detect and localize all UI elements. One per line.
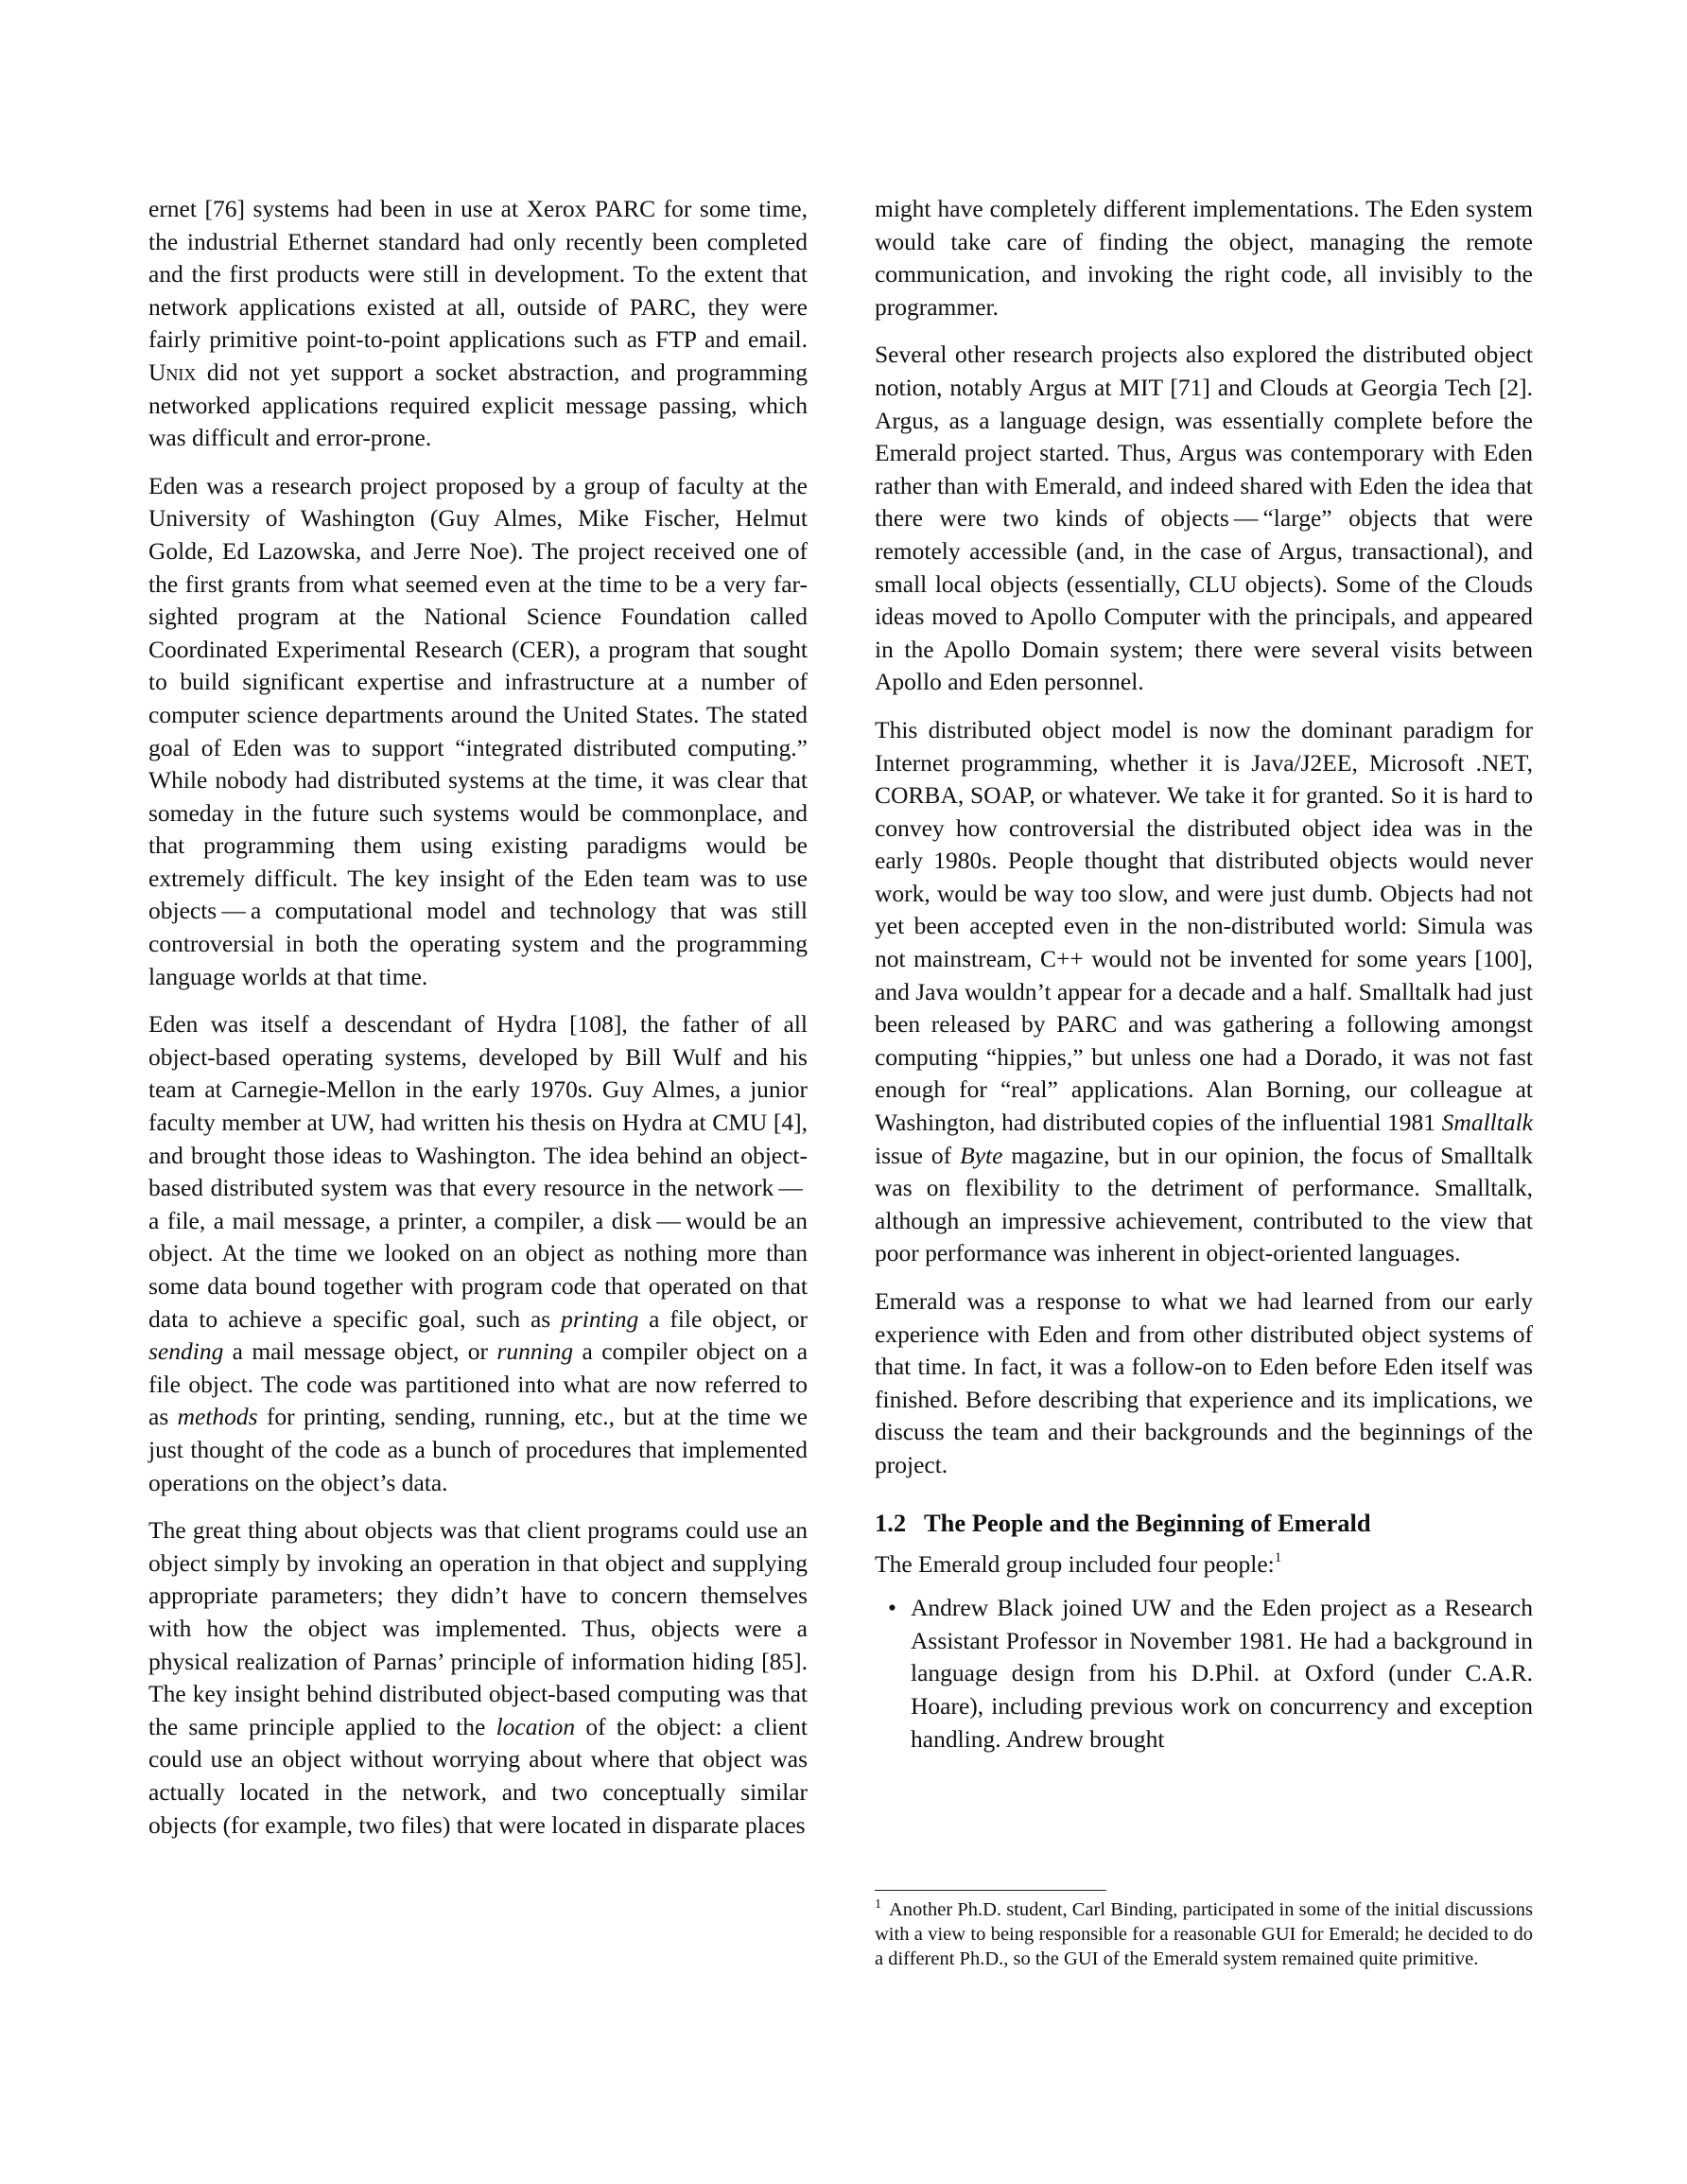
footnote-divider (875, 1890, 1106, 1891)
section-title: The People and the Beginning of Emerald (924, 1508, 1371, 1537)
paragraph-implementations: might have completely different implementations. The Eden system would take care of finding the object, managing the remote communication, and invoking the right code, all invisibly to the programmer. (875, 195, 1533, 321)
emphasis-printing: printing (561, 1304, 639, 1333)
emphasis-sending: sending (148, 1337, 224, 1366)
text-run: of the object: a client could use an object without worrying about where that object was actually located in the network, and two conceptually similar objects (for example, two files) that were located in disparate places (148, 1712, 808, 1839)
section-number: 1.2 (875, 1508, 907, 1537)
paragraph-other-projects: Several other research projects also explored the distributed object notion, notably Argus at MIT [71] and Clouds at Georgia Tech [2]. Argus, as a language design, was essentially complete before the Emerald project started. Thus, Argus was contemporary with Eden rather than with Emerald, and indeed shared with Eden the idea that there were two kinds of objects — “large” objects that were remotely accessible (and, in the case of Argus, transactional), and small local objects (essentially, CLU objects). Some of the Clouds ideas moved to Apollo Computer with the principals, and appeared in the Apollo Domain system; there were several visits between Apollo and Eden personnel. (875, 341, 1533, 696)
footnote-reference[interactable]: 1 (1274, 1549, 1282, 1565)
text-run: magazine, but in our opinion, the focus of Smalltalk was on flexibility to the detriment of performance. Smalltalk, although an impressive achievement, contributed to the view that poor performance was inherent in object-oriented languages. (875, 1141, 1533, 1267)
text-run: The great thing about objects was that client programs could use an object simply by invoking an operation in that object and supplying appropriate parameters; they didn’t have to concern themselves with how the object was implemented. Thus, objects were a physical realization of Parnas’ principle of information hiding [85]. The key insight behind distributed object-based computing was that the same principle applied to the (148, 1516, 808, 1740)
footnote-text: Another Ph.D. student, Carl Binding, participated in some of the initial discussions with a view to being responsible for a reasonable GUI for Emerald; he decided to do a different Ph.D., so the GUI of the Emerald system remained quite primitive. (875, 1899, 1533, 1969)
emphasis-running: running (496, 1337, 574, 1366)
text-run: a file object, or (638, 1304, 808, 1333)
list-item-text: Andrew Black joined UW and the Eden project as a Research Assistant Professor in November 1981. He had a background in language design from his D.Phil. at Oxford (under C.A.R. Hoare), including previous work on concurrency and exception handling. Andrew brought (911, 1594, 1533, 1753)
text-run: a mail message object, or (223, 1337, 497, 1366)
text-run: The Emerald group included four people: (875, 1549, 1275, 1578)
text-run: did not yet support a socket abstraction, and programming networked applications required explicit message passing, which was difficult and error-prone. (148, 358, 808, 452)
emphasis-smalltalk: Smalltalk (1441, 1109, 1533, 1137)
emphasis-byte: Byte (960, 1141, 1003, 1169)
people-list (875, 1592, 1533, 1756)
paragraph-emerald-response: Emerald was a response to what we had learned from our early experience with Eden and from other distributed object systems of that time. In fact, it was a follow-on to Eden before Eden itself was finished. Before describing that experience and its implications, we discuss the team and their backgrounds and the beginnings of the project. (875, 1287, 1533, 1478)
footnote (875, 1897, 1533, 1971)
paragraph-eden-project: Eden was a research project proposed by a group of faculty at the University of Washington (Guy Almes, Mike Fischer, Helmut Golde, Ed Lazowska, and Jerre Noe). The project received one of the first grants from what seemed even at the time to be a very far-sighted program at the National Science Foundation called Coordinated Experimental Research (CER), a program that sought to build significant expertise and infrastructure at a number of computer science departments around the United States. The stated goal of Eden was to support “integrated distributed computing.” While nobody had distributed systems at the time, it was clear that someday in the future such systems would be commonplace, and that programming them using existing paradigms would be extremely difficult. The key insight of the Eden team was to use objects — a computational model and technology that was still controversial in both the operating system and the programming language worlds at that time. (148, 471, 808, 990)
text-run: This distributed object model is now the dominant paradigm for Internet programming, whether it is Java/J2EE, Microsoft .NET, CORBA, SOAP, or whatever. We take it for granted. So it is hard to convey how controversial the distributed object idea was in the early 1980s. People thought that distributed objects would never work, would be way too slow, and were just dumb. Objects had not yet been accepted even in the non-distributed world: Simula was not mainstream, C++ would not be invented for some years [100], and Java wouldn’t appear for a decade and a half. Smalltalk had just been released by PARC and was gathering a following amongst computing “hippies,” but unless one had a Dorado, it was not fast enough for “real” applications. Alan Borning, our colleague at Washington, had distributed copies of the influential 1981 (875, 715, 1533, 1137)
text-run: for printing, sending, running, etc., but at the time we just thought of the code as a bunch of procedures that implemented operations on the object’s data. (148, 1403, 808, 1496)
unix-smallcaps: Unix (148, 358, 197, 386)
left-column (148, 193, 808, 1842)
emphasis-location: location (496, 1712, 576, 1740)
emphasis-methods: methods (177, 1403, 258, 1431)
list-item (875, 1592, 1533, 1756)
section-heading (875, 1507, 1533, 1539)
paragraph-dominant-paradigm (875, 714, 1533, 1270)
footnote-marker: 1 (875, 1897, 881, 1912)
paragraph-hydra-descendant (148, 1008, 808, 1499)
text-run: a compiler object on a file object. The code was partitioned into what are now referred to as (148, 1337, 809, 1431)
right-column (875, 193, 1533, 1756)
text-run: ernet [76] systems had been in use at Xerox PARC for some time, the industrial Ethernet standard had only recently been completed and the first products were still in development. To the extent that network applications existed at all, outside of PARC, they were fairly primitive point-to-point applications such as FTP and email. (148, 195, 808, 354)
paragraph-ethernet-context (148, 193, 808, 455)
paragraph-great-thing-about-objects (148, 1514, 808, 1842)
paragraph-group-intro (875, 1548, 1533, 1581)
bullet-icon: • (888, 1594, 896, 1622)
text-run: issue of (875, 1141, 961, 1169)
text-run: Eden was itself a descendant of Hydra [108], the father of all object-based operating systems, developed by Bill Wulf and his team at Carnegie-Mellon in the early 1970s. Guy Almes, a junior faculty member at UW, had written his thesis on Hydra at CMU [4], and brought those ideas to Washington. The idea behind an object-based distributed system was that every resource in the network — a file, a mail message, a printer, a compiler, a disk — would be an object. At the time we looked on an object as nothing more than some data bound together with program code that operated on that data to achieve a specific goal, such as (148, 1010, 808, 1333)
